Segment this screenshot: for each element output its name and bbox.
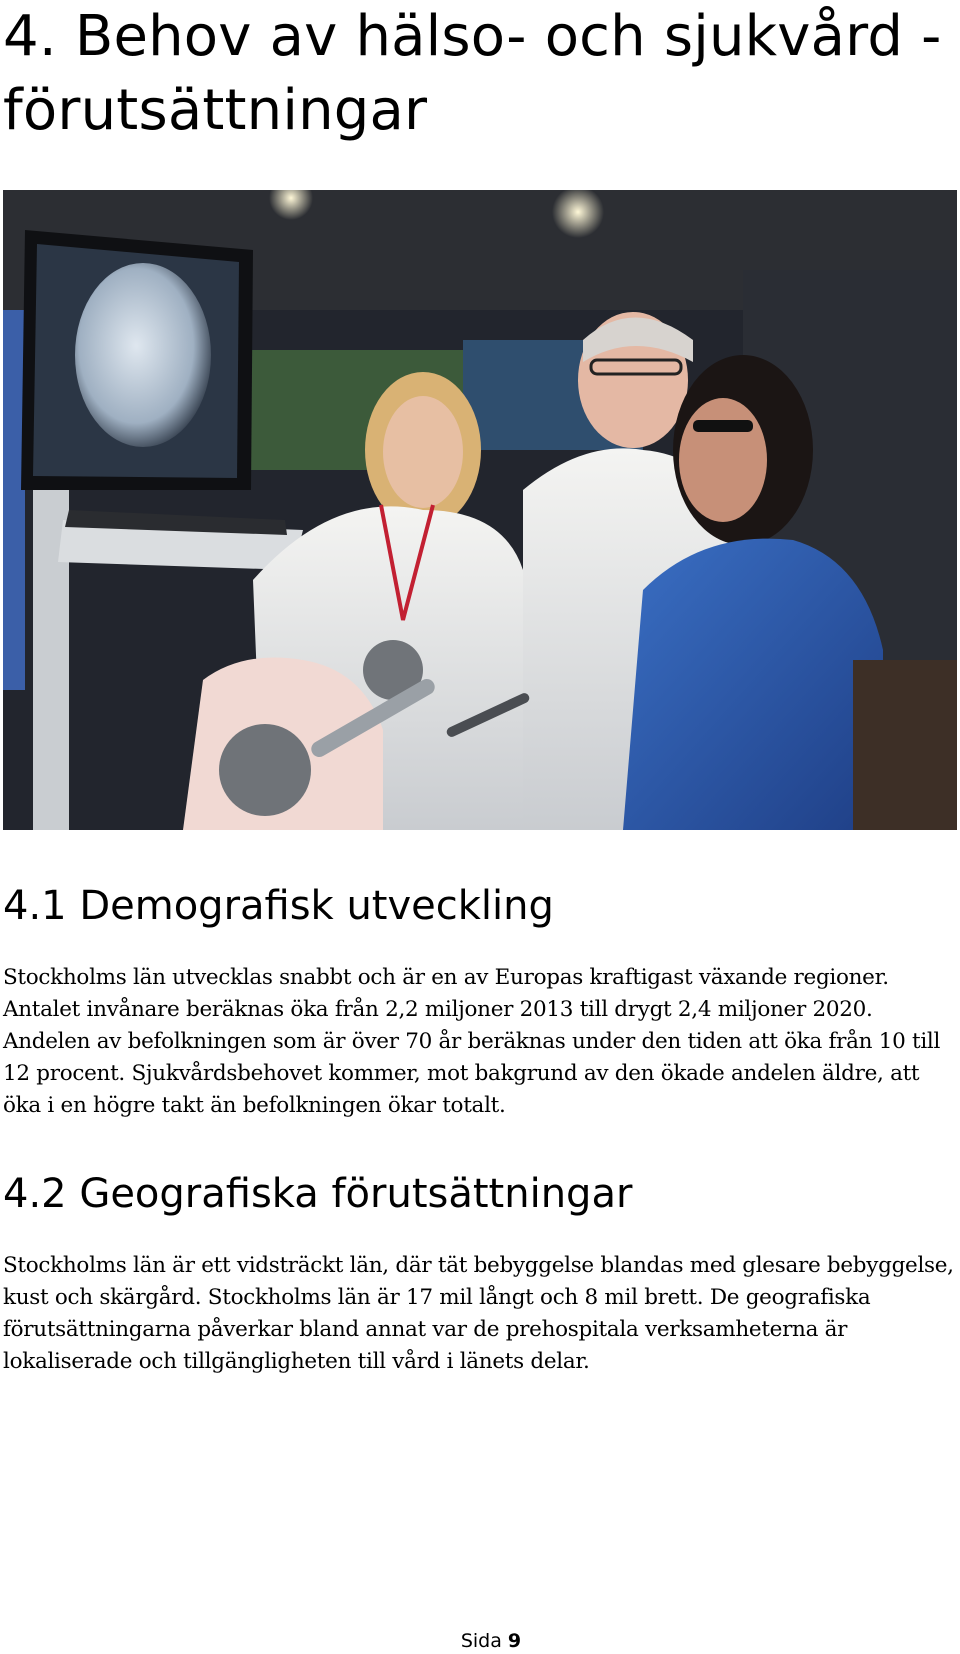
- section-heading-geografiska-forutsattningar: 4.2 Geografiska förutsättningar: [3, 1171, 633, 1217]
- photo-illustration: [3, 190, 957, 830]
- medical-staff-photo: [3, 190, 957, 830]
- page-footer: [0, 1629, 960, 1653]
- page-number: 9: [507, 1630, 522, 1652]
- section-body-geografiska-forutsattningar: Stockholms län är ett vidsträckt län, där tät bebyggelse blandas med glesare bebyggelse, kust och skärgård. Stockholms län är 17 mil långt och 8 mil brett. De geografiska förutsättningarna påverkar bland annat var de prehospitala verksamheterna är lokaliserade och tillgängligheten till vård i länets delar.: [3, 1253, 954, 1374]
- section-heading-demografisk-utveckling: 4.1 Demografisk utveckling: [3, 883, 554, 929]
- section-body-demografisk-utveckling: Stockholms län utvecklas snabbt och är en av Europas kraftigast växande regioner. Antalet invånare beräknas öka från 2,2 miljoner 2013 till drygt 2,4 miljoner 2020. Andelen av befolkningen som är över 70 år beräknas under den tiden att öka från 10 till 12 procent. Sjukvårdsbehovet kommer, mot bakgrund av den ökade andelen äldre, att öka i en högre takt än befolkningen ökar totalt.: [3, 965, 941, 1118]
- page-title: 4. Behov av hälso- och sjukvård - förutsättningar: [3, 4, 942, 143]
- page-label: Sida: [460, 1630, 508, 1652]
